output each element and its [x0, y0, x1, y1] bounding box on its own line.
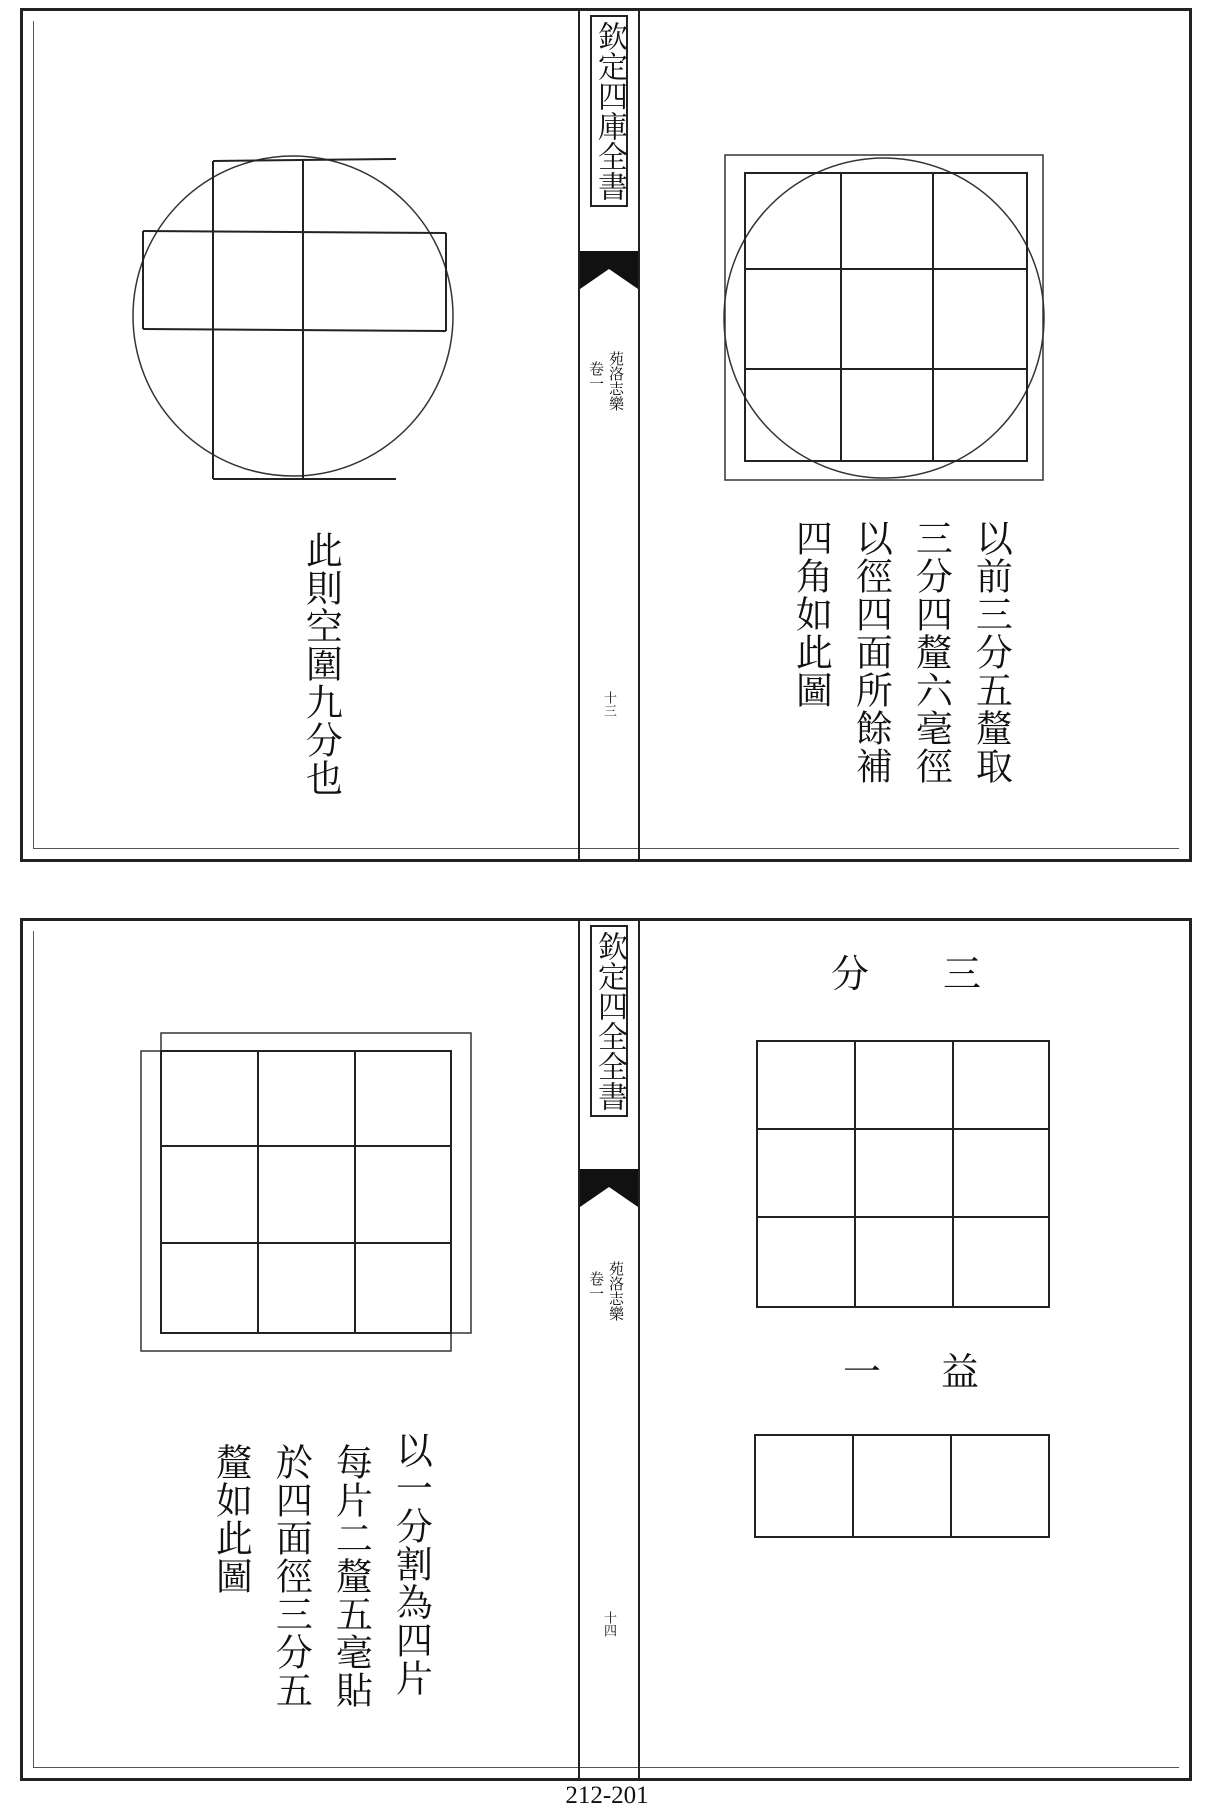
left-caption-col-3: 於四面徑三分五 — [269, 1443, 313, 1709]
spine-book-title: 苑洛志樂 — [607, 351, 625, 411]
label-one: 一 — [843, 1350, 882, 1394]
spine-title: 欽定四庫全書 — [590, 15, 628, 207]
offset-grid-figure — [133, 1031, 473, 1361]
spine-title: 欽定四全全書 — [590, 925, 628, 1117]
spine-volume: 卷一 — [587, 361, 605, 391]
left-caption-col-2: 每片二釐五毫貼 — [329, 1443, 373, 1709]
right-caption-col-3: 以徑四面所餘補 — [849, 519, 893, 785]
left-caption: 此則空圍九分也 — [299, 531, 343, 797]
right-caption-col-2: 三分四釐六毫徑 — [909, 519, 953, 785]
circle-grid-figure — [128, 151, 458, 491]
fishtail-mark — [580, 251, 638, 291]
right-caption-col-4: 四角如此圖 — [789, 519, 833, 709]
spine-page-number: 十四 — [601, 1611, 616, 1637]
spine-volume: 卷一 — [587, 1271, 605, 1301]
right-caption-col-1: 以前三分五釐取 — [969, 519, 1013, 785]
left-caption-col-4: 釐如此圖 — [209, 1443, 253, 1595]
spine — [578, 921, 640, 1778]
label-san: 三 — [943, 952, 982, 996]
footer-page-number: 212-201 — [565, 1782, 649, 1809]
label-yi: 益 — [941, 1350, 980, 1394]
page-upper — [20, 8, 1192, 862]
one-by-three-strip — [753, 1433, 1053, 1541]
page-lower — [20, 918, 1192, 1781]
spine-page-number: 十三 — [601, 691, 616, 717]
spine-book-title: 苑洛志樂 — [607, 1261, 625, 1321]
square-circle-figure — [723, 151, 1053, 491]
three-by-three-grid — [755, 1039, 1051, 1311]
fishtail-mark — [580, 1169, 638, 1209]
left-caption-col-1: 以一分割為四片 — [389, 1431, 433, 1697]
label-fen: 分 — [831, 952, 870, 996]
spine — [578, 11, 640, 859]
